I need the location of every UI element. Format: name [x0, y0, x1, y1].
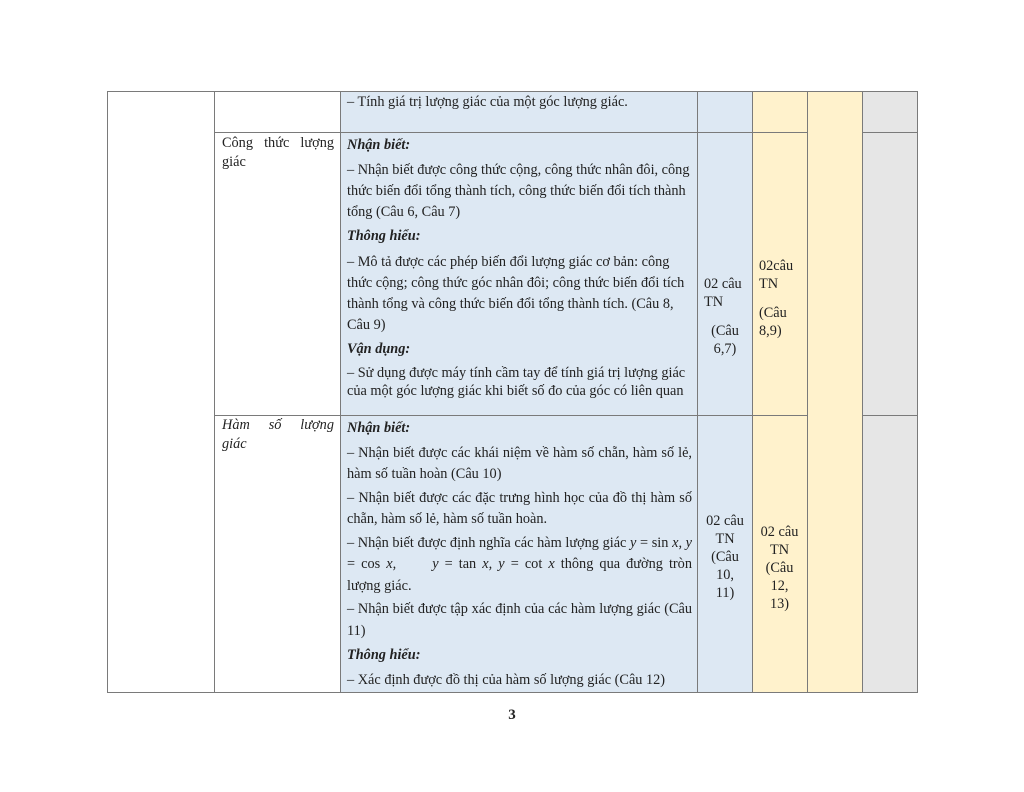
row2-application-text: – Sử dụng được máy tính cầm tay để tính giá trị lượng giác của một góc lượng giác khi biết số đo của góc có liên quan: [347, 365, 686, 399]
row3-th-line1: 02 câu: [760, 524, 799, 540]
table-border-right: [917, 92, 918, 693]
row3-nb-line3: (Câu: [711, 549, 739, 565]
row3-topic-word3: lượng: [300, 417, 334, 433]
row3-recognition-text4: – Nhận biết được tập xác định của các hàm lượng giác (Câu 11): [347, 601, 692, 639]
row3-topic-word2: số: [268, 417, 282, 433]
row3-text3-part: – Nhận biết được định nghĩa các hàm lượng giác: [347, 534, 631, 551]
row-divider: [862, 415, 918, 416]
row3-understanding-label: Thông hiểu:: [347, 647, 421, 663]
row2-nb-line3: (Câu: [711, 323, 739, 339]
row2-th-line3: (Câu: [759, 305, 787, 321]
table-divider: [214, 92, 215, 693]
row2-content: [347, 135, 692, 402]
row2-th-line4: 8,9): [759, 323, 782, 339]
recognition-column-fill: [698, 92, 752, 693]
row2-nb-line4: 6,7): [713, 341, 737, 357]
row3-topic-word1: Hàm: [222, 417, 250, 433]
row3-recognition-text2: – Nhận biết được các đặc trưng hình học của đồ thị hàm số chẵn, hàm số lẻ, hàm số tuần hoàn.: [347, 489, 692, 527]
row2-recognition-label: Nhận biết:: [347, 137, 411, 153]
row3-recognition-text1: – Nhận biết được các khái niệm về hàm số chẵn, hàm số lẻ, hàm số tuần hoàn (Câu 10): [347, 444, 692, 482]
row2-recognition-text: – Nhận biết được công thức cộng, công thức nhân đôi, công thức biến đổi tổng thành tích, công thức biến đổi tích thành tổng (Câu 6, Câu 7): [347, 162, 690, 220]
row3-text3-var: x: [548, 556, 555, 572]
row2-understanding-label: Thông hiểu:: [347, 228, 421, 244]
row3-recognition-text3: [347, 533, 692, 598]
row3-th-line3: (Câu: [765, 560, 794, 576]
row3-text3-part: = cos: [347, 556, 387, 572]
row1-content: [347, 92, 692, 113]
row2-understanding-text: – Mô tả được các phép biến đổi lượng giác cơ bản: công thức cộng; công thức góc nhân đôi; công thức biến đổi tích thành tổng và công thức biến đổi tổng thành tích. (Câu 8, Câu 9): [347, 254, 685, 333]
high-application-column-fill: [862, 92, 917, 693]
table-divider: [340, 92, 341, 693]
application-column-fill: [807, 92, 862, 693]
row3-text3-var: x, y: [672, 534, 693, 551]
row3-nb-line1: 02 câu: [706, 513, 744, 529]
row3-nb-line5: 11): [715, 585, 735, 601]
row2-recognition-count: [698, 275, 752, 358]
row3-topic: [222, 416, 334, 454]
row3-text3-part: = tan: [438, 556, 483, 572]
row3-understanding-count: [752, 523, 807, 613]
row1-content-text: – Tính giá trị lượng giác của một góc lượng giác.: [347, 94, 628, 110]
row3-text3-part: = cot: [504, 556, 549, 572]
row3-text3-var: y: [630, 534, 637, 551]
row2-th-line2: TN: [759, 276, 779, 292]
row3-text3-var: x,: [386, 556, 397, 572]
row3-th-line2: TN: [769, 542, 790, 558]
row2-th-line1: 02câu: [759, 258, 794, 274]
row3-text3-part: thông qua đường tròn lượng giác.: [347, 556, 692, 594]
row-divider: [862, 132, 918, 133]
table-divider: [807, 92, 808, 693]
row3-recognition-count: [698, 512, 752, 602]
row2-nb-line2: TN: [704, 294, 724, 310]
row3-content: [347, 418, 692, 693]
row3-text3-var: y: [432, 556, 439, 572]
row-divider: [214, 132, 808, 133]
table-border-left: [107, 92, 108, 693]
row3-nb-line4: 10,: [716, 567, 734, 583]
row3-nb-line2: TN: [715, 531, 735, 547]
row3-th-line4: 12,: [770, 578, 789, 594]
table-divider: [697, 92, 698, 693]
table-divider: [862, 92, 863, 693]
row3-understanding-text: – Xác định được đồ thị của hàm số lượng giác (Câu 12): [347, 671, 666, 688]
row2-understanding-count: [752, 257, 807, 340]
row3-th-line5: 13): [769, 596, 790, 612]
row3-text3-part: = sin: [636, 534, 669, 551]
row2-topic: [222, 134, 334, 172]
row2-topic-text: Công thức lượng giác: [222, 135, 334, 170]
page-number: 3: [508, 707, 516, 723]
row3-recognition-label: Nhận biết:: [347, 420, 411, 436]
row3-topic-word4: giác: [222, 436, 247, 452]
row2-application-label: Vận dụng:: [347, 341, 411, 357]
row2-nb-line1: 02 câu: [704, 276, 742, 292]
row3-text3-var: x, y: [482, 556, 505, 572]
